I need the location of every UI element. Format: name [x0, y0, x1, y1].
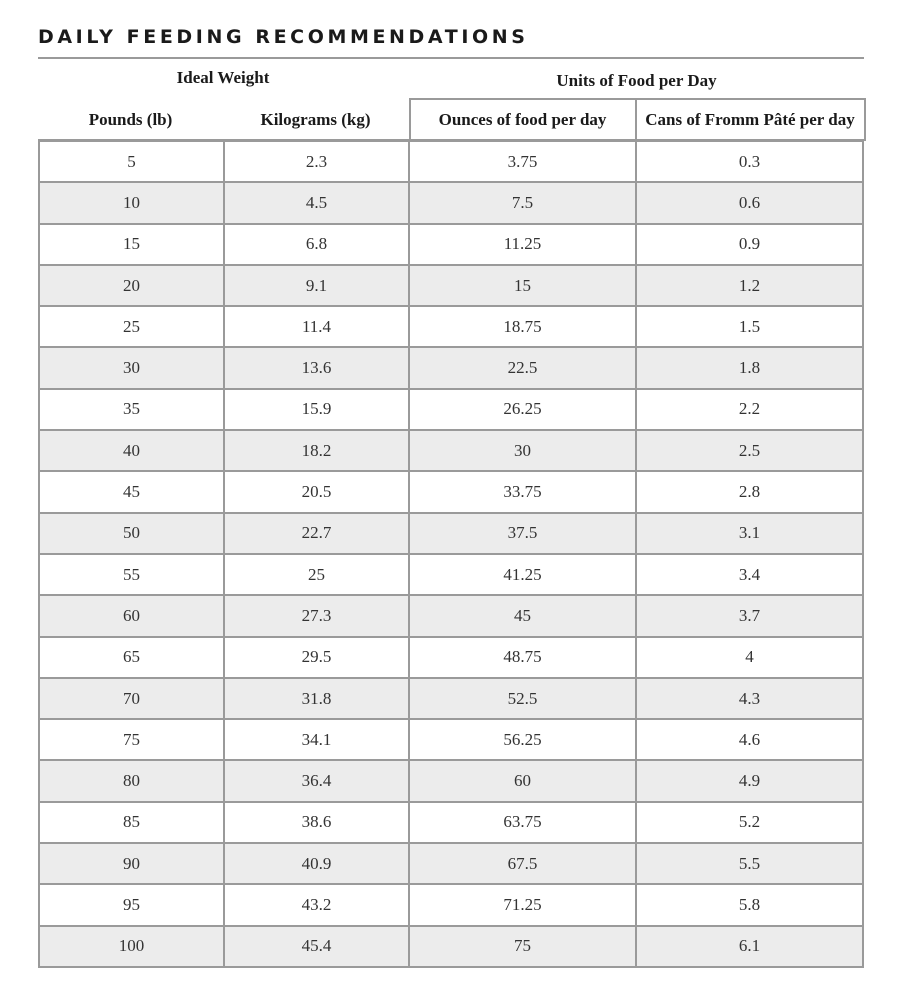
units-of-food-group-header: Units of Food per Day [556, 71, 717, 90]
cell-pounds: 100 [40, 927, 225, 966]
table-row [40, 307, 862, 348]
column-header-cans: Cans of Fromm Pâté per day [645, 110, 855, 129]
cell-pounds: 60 [40, 596, 225, 635]
cell-kilograms: 29.5 [225, 638, 410, 677]
cell-ounces: 67.5 [410, 844, 637, 883]
cell-pounds: 20 [40, 266, 225, 305]
cell-kilograms: 40.9 [225, 844, 410, 883]
table-row [40, 638, 862, 679]
cell-pounds: 15 [40, 225, 225, 264]
title-divider [38, 57, 864, 59]
table-row [40, 803, 862, 844]
cell-cans: 0.6 [738, 192, 761, 212]
table-row [40, 266, 862, 307]
cell-pounds: 95 [40, 885, 225, 924]
cell-pounds: 25 [40, 307, 225, 346]
cell-pounds: 45 [40, 472, 225, 511]
cell-kilograms: 31.8 [225, 679, 410, 718]
cell-cans: 0.3 [738, 151, 761, 171]
cell-cans: 1.8 [738, 358, 761, 378]
cell-pounds: 10 [40, 183, 225, 222]
ideal-weight-group-header: Ideal Weight [176, 68, 270, 87]
cell-pounds: 80 [40, 761, 225, 800]
cell-cans: 6.1 [738, 936, 761, 956]
table-row [40, 555, 862, 596]
cell-cans: 2.8 [738, 482, 761, 502]
cell-ounces: 37.5 [410, 514, 637, 553]
cell-kilograms: 2.3 [225, 142, 410, 181]
cell-ounces: 75 [410, 927, 637, 966]
cell-ounces: 22.5 [410, 348, 637, 387]
cell-kilograms: 11.4 [225, 307, 410, 346]
cell-pounds: 65 [40, 638, 225, 677]
cell-cans: 4.3 [738, 688, 761, 708]
cell-pounds: 90 [40, 844, 225, 883]
cell-cans: 2.2 [738, 399, 761, 419]
cell-ounces: 26.25 [410, 390, 637, 429]
cell-ounces: 11.25 [410, 225, 637, 264]
cell-kilograms: 22.7 [225, 514, 410, 553]
cell-pounds: 85 [40, 803, 225, 842]
cell-kilograms: 45.4 [225, 927, 410, 966]
cell-kilograms: 13.6 [225, 348, 410, 387]
cell-ounces: 15 [410, 266, 637, 305]
cell-pounds: 70 [40, 679, 225, 718]
cell-pounds: 75 [40, 720, 225, 759]
cell-cans: 5.2 [738, 812, 761, 832]
cell-kilograms: 6.8 [225, 225, 410, 264]
cell-cans: 2.5 [738, 440, 761, 460]
cell-cans: 5.8 [738, 894, 761, 914]
column-header-pounds: Pounds (lb) [88, 110, 173, 129]
cell-kilograms: 9.1 [225, 266, 410, 305]
table-row [40, 844, 862, 885]
cell-cans: 3.4 [738, 564, 761, 584]
cell-cans: 3.1 [738, 523, 761, 543]
cell-cans: 4 [745, 647, 754, 667]
table-row [40, 514, 862, 555]
cell-kilograms: 25 [225, 555, 410, 594]
table-row [40, 885, 862, 926]
cell-ounces: 56.25 [410, 720, 637, 759]
table-row [40, 390, 862, 431]
cell-ounces: 3.75 [410, 142, 637, 181]
cell-ounces: 52.5 [410, 679, 637, 718]
cell-ounces: 30 [410, 431, 637, 470]
cell-kilograms: 4.5 [225, 183, 410, 222]
cell-ounces: 63.75 [410, 803, 637, 842]
cell-cans: 3.7 [738, 605, 761, 625]
table-row [40, 142, 862, 183]
table-row [40, 679, 862, 720]
table-row [40, 183, 862, 224]
cell-kilograms: 27.3 [225, 596, 410, 635]
table-row [40, 927, 862, 966]
cell-ounces: 33.75 [410, 472, 637, 511]
cell-pounds: 55 [40, 555, 225, 594]
cell-ounces: 45 [410, 596, 637, 635]
table-row [40, 761, 862, 802]
cell-ounces: 41.25 [410, 555, 637, 594]
cell-cans: 4.9 [738, 771, 761, 791]
table-row [40, 348, 862, 389]
table-row [40, 225, 862, 266]
cell-cans: 0.9 [738, 234, 761, 254]
cell-kilograms: 36.4 [225, 761, 410, 800]
table-row [40, 596, 862, 637]
cell-ounces: 60 [410, 761, 637, 800]
cell-kilograms: 38.6 [225, 803, 410, 842]
cell-ounces: 7.5 [410, 183, 637, 222]
cell-kilograms: 15.9 [225, 390, 410, 429]
cell-kilograms: 18.2 [225, 431, 410, 470]
cell-pounds: 50 [40, 514, 225, 553]
column-header-ounces: Ounces of food per day [438, 110, 607, 129]
cell-cans: 4.6 [738, 729, 761, 749]
cell-kilograms: 43.2 [225, 885, 410, 924]
cell-ounces: 18.75 [410, 307, 637, 346]
table-row [40, 720, 862, 761]
cell-cans: 5.5 [738, 853, 761, 873]
cell-pounds: 40 [40, 431, 225, 470]
cell-kilograms: 20.5 [225, 472, 410, 511]
table-row [40, 431, 862, 472]
page-title: DAILY FEEDING RECOMMENDATIONS [38, 26, 529, 48]
feeding-table [38, 142, 864, 968]
table-row [40, 472, 862, 513]
column-header-kilograms: Kilograms (kg) [260, 110, 371, 129]
cell-cans: 1.5 [738, 316, 761, 336]
cell-pounds: 30 [40, 348, 225, 387]
cell-pounds: 5 [40, 142, 225, 181]
cell-ounces: 48.75 [410, 638, 637, 677]
cell-cans: 1.2 [738, 275, 761, 295]
cell-pounds: 35 [40, 390, 225, 429]
cell-kilograms: 34.1 [225, 720, 410, 759]
cell-ounces: 71.25 [410, 885, 637, 924]
